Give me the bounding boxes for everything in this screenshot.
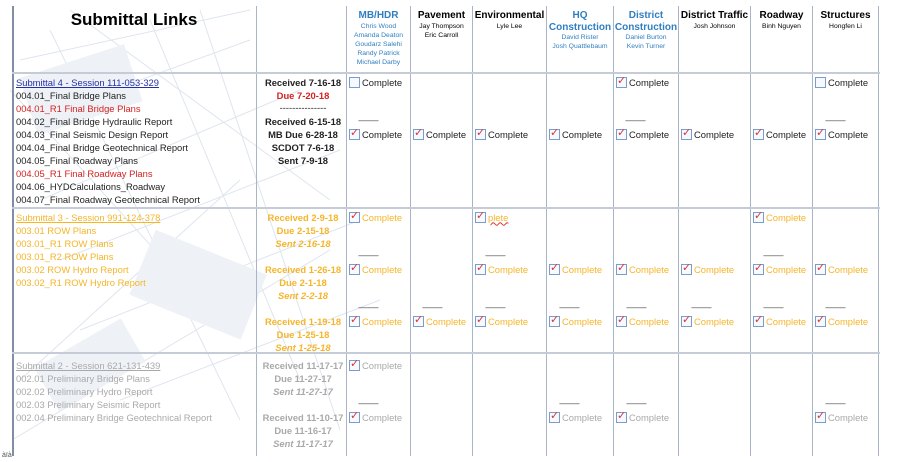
dash-separator: ------------	[559, 399, 579, 408]
checkbox-label: Complete	[629, 128, 670, 140]
complete-checkbox[interactable]	[681, 262, 734, 276]
checkbox-checked-icon[interactable]	[815, 316, 826, 327]
dash-separator: ------------	[626, 303, 646, 312]
submittal-item: 004.01_Final Bridge Plans	[16, 90, 126, 101]
status-text: Received 11-17-17	[262, 360, 344, 371]
checkbox-label: Complete	[766, 263, 807, 275]
checkbox-checked-icon[interactable]	[475, 264, 486, 275]
column-header-mb-hdr	[347, 10, 410, 67]
submittal-item: 004.02_Final Bridge Hydraulic Report	[16, 116, 173, 127]
checkbox-checked-icon[interactable]	[549, 264, 560, 275]
submittal-item: 004.01_R1 Final Bridge Plans	[16, 103, 141, 114]
submittal-item: 004.04_Final Bridge Geotechnical Report	[16, 142, 188, 153]
reviewer-name: Daniel Burton	[625, 34, 667, 41]
checkbox-label: Complete	[694, 128, 735, 140]
column-header-environmental	[473, 10, 546, 31]
checkbox-checked-icon[interactable]	[616, 264, 627, 275]
status-text: Received 2-9-18	[267, 212, 339, 223]
status-text: Due 11-27-17	[274, 373, 332, 384]
checkbox-checked-icon[interactable]	[616, 412, 627, 423]
submittal-4-link[interactable]: Submittal 4 - Session 111-053-329	[16, 77, 159, 88]
complete-checkbox[interactable]	[753, 314, 806, 328]
reviewer-name: Hongfen Li	[829, 22, 862, 30]
column-header-district-traffic	[679, 10, 750, 31]
checkbox-label: Complete	[562, 315, 603, 327]
complete-checkbox[interactable]	[549, 410, 602, 424]
checkbox-label: Complete	[828, 263, 869, 275]
status-text: Sent 7-9-18	[277, 155, 329, 166]
submittal-2-link[interactable]: Submittal 2 - Session 621-131-439	[16, 360, 161, 371]
checkbox-checked-icon[interactable]	[349, 212, 360, 223]
column-header-pavement	[411, 10, 472, 40]
status-text: Due 7-20-18	[276, 90, 330, 101]
complete-checkbox[interactable]	[815, 127, 868, 141]
complete-checkbox[interactable]	[815, 262, 868, 276]
complete-checkbox[interactable]	[413, 314, 466, 328]
checkbox-checked-icon[interactable]	[616, 129, 627, 140]
checkbox-label: Complete	[694, 263, 735, 275]
column-title-line: Construction	[614, 21, 678, 33]
complete-checkbox[interactable]	[349, 75, 402, 89]
submittal-item: 003.02 ROW Hydro Report	[16, 264, 129, 275]
complete-checkbox[interactable]	[616, 75, 669, 89]
complete-checkbox[interactable]	[349, 314, 402, 328]
status-separator: ---------------	[279, 102, 327, 113]
checkbox-checked-icon[interactable]	[349, 360, 360, 371]
complete-checkbox[interactable]	[681, 314, 734, 328]
complete-checkbox[interactable]	[349, 410, 402, 424]
checkbox-label: Complete	[828, 315, 869, 327]
status-text: Sent 2-16-18	[275, 238, 331, 249]
checkbox-checked-icon[interactable]	[681, 316, 692, 327]
checkbox-checked-icon[interactable]	[475, 212, 486, 223]
checkbox-label: Complete	[694, 315, 735, 327]
checkbox-label: Complete	[766, 315, 807, 327]
complete-checkbox[interactable]	[681, 127, 734, 141]
status-text: Received 6-15-18	[264, 116, 342, 127]
checkbox-label: Complete	[488, 263, 529, 275]
checkbox-label: Complete	[362, 411, 403, 423]
complete-checkbox[interactable]	[549, 314, 602, 328]
checkbox-label: Complete	[426, 128, 467, 140]
column-header-hq-construction	[547, 10, 613, 51]
submittal-item: 003.01_R1 ROW Plans	[16, 238, 114, 249]
column-title-line: Construction	[548, 21, 612, 33]
checkbox-label: Complete	[629, 315, 670, 327]
status-text: Sent 1-25-18	[275, 342, 331, 353]
checkbox-label: Complete	[629, 76, 670, 88]
checkbox-checked-icon[interactable]	[616, 316, 627, 327]
checkbox-checked-icon[interactable]	[349, 412, 360, 423]
checkbox-label: Complete	[766, 128, 807, 140]
complete-checkbox[interactable]	[549, 127, 602, 141]
checkbox-label: Complete	[562, 411, 603, 423]
checkbox-checked-icon[interactable]	[549, 316, 560, 327]
checkbox-label: Complete	[629, 411, 670, 423]
checkbox-icon[interactable]	[349, 77, 360, 88]
checkbox-label: Complete	[362, 76, 403, 88]
column-title: Environmental	[474, 10, 545, 21]
status-text: Sent 11-27-17	[273, 386, 333, 397]
complete-checkbox[interactable]	[349, 262, 402, 276]
complete-checkbox[interactable]	[815, 75, 868, 89]
column-header-structures	[813, 10, 878, 31]
checkbox-label: Complete	[362, 211, 403, 223]
column-title: Roadway	[759, 10, 804, 21]
complete-checkbox[interactable]	[349, 210, 402, 224]
footer-text: àïà	[2, 452, 12, 459]
checkbox-checked-icon[interactable]	[549, 412, 560, 423]
dash-separator: ------------	[763, 251, 783, 260]
complete-checkbox[interactable]	[475, 262, 528, 276]
complete-checkbox[interactable]	[815, 410, 868, 424]
column-header-district-construction	[614, 10, 678, 51]
checkbox-checked-icon[interactable]	[753, 129, 764, 140]
submittal-item: 002.04 Preliminary Bridge Geotechnical Report	[16, 412, 212, 423]
checkbox-label: Complete	[362, 128, 403, 140]
complete-checkbox[interactable]	[475, 314, 528, 328]
complete-checkbox[interactable]	[349, 127, 402, 141]
column-title: Pavement	[417, 10, 466, 21]
submittal-item: 004.07_Final Roadway Geotechnical Report	[16, 194, 200, 205]
complete-checkbox[interactable]	[349, 358, 402, 372]
checkbox-checked-icon[interactable]	[753, 264, 764, 275]
checkbox-label: Complete	[828, 128, 869, 140]
checkbox-label: Complete	[488, 128, 529, 140]
checkbox-label: Complete	[362, 315, 403, 327]
checkbox-label: Complete	[362, 263, 403, 275]
checkbox-icon[interactable]	[815, 77, 826, 88]
column-title-line: District	[628, 10, 664, 21]
dash-separator: ------------	[691, 303, 711, 312]
complete-checkbox[interactable]	[413, 127, 466, 141]
complete-checkbox[interactable]	[616, 262, 669, 276]
reviewer-name: Josh Johnson	[693, 22, 736, 30]
checkbox-checked-icon[interactable]	[349, 129, 360, 140]
checkbox-label: Complete	[828, 76, 869, 88]
checkbox-checked-icon[interactable]	[681, 129, 692, 140]
checkbox-label: Complete	[629, 263, 670, 275]
submittal-item: 003.01 ROW Plans	[16, 225, 97, 236]
submittal-item: 003.02_R1 ROW Hydro Report	[16, 277, 146, 288]
reviewer-name: Josh Quattlebaum	[552, 43, 608, 51]
checkbox-checked-icon[interactable]	[753, 316, 764, 327]
page-title: Submittal Links	[70, 10, 198, 29]
dash-separator: ------------	[825, 303, 845, 312]
dash-separator: ------------	[825, 116, 845, 125]
dash-separator: ------------	[763, 303, 783, 312]
dash-separator: ------------	[485, 251, 505, 260]
checkbox-label: plete	[488, 211, 509, 223]
status-text: Due 2-1-18	[279, 277, 327, 288]
dash-separator: ------------	[358, 116, 378, 125]
reviewer-name: David Rister	[561, 34, 599, 41]
dash-separator: ------------	[358, 251, 378, 260]
status-text: Received 1-19-18	[264, 316, 342, 327]
reviewer-name: Randy Patrick	[357, 50, 400, 58]
reviewer-name: Michael Darby	[356, 59, 401, 67]
complete-checkbox[interactable]	[753, 210, 806, 224]
complete-checkbox[interactable]	[753, 262, 806, 276]
submittal-item: 004.05_Final Roadway Plans	[16, 155, 138, 166]
complete-checkbox[interactable]	[549, 262, 602, 276]
reviewer-name: Kevin Turner	[626, 43, 666, 51]
submittal-item: 004.06_HYDCalculations_Roadway	[16, 181, 166, 192]
checkbox-checked-icon[interactable]	[815, 412, 826, 423]
status-text: Sent 11-17-17	[273, 438, 333, 449]
checkbox-label: Complete	[562, 128, 603, 140]
dash-separator: ------------	[358, 399, 378, 408]
status-text: MB Due 6-28-18	[268, 129, 338, 140]
submittal-item: 003.01_R2 ROW Plans	[16, 251, 114, 262]
submittal-item: 002.02 Preliminary Hydro Report	[16, 386, 153, 397]
dash-separator: ------------	[626, 399, 646, 408]
status-text: Sent 2-2-18	[277, 290, 329, 301]
reviewer-name: Lyle Lee	[496, 22, 523, 30]
status-text: Due 2-15-18	[276, 225, 330, 236]
column-header-roadway	[751, 10, 812, 31]
checkbox-checked-icon[interactable]	[549, 129, 560, 140]
status-text: Received 11-10-17	[262, 412, 344, 423]
reviewer-name: Goudarz Salehi	[355, 40, 402, 48]
column-title: District Traffic	[680, 10, 749, 21]
checkbox-label: Complete	[488, 315, 529, 327]
reviewer-name: Eric Carroll	[424, 31, 459, 39]
checkbox-checked-icon[interactable]	[616, 77, 627, 88]
dash-separator: ------------	[825, 399, 845, 408]
complete-checkbox[interactable]	[475, 127, 528, 141]
column-title: MB/HDR	[358, 10, 399, 21]
checkbox-checked-icon[interactable]	[349, 316, 360, 327]
complete-checkbox[interactable]	[475, 210, 508, 224]
complete-checkbox[interactable]	[616, 314, 669, 328]
complete-checkbox[interactable]	[815, 314, 868, 328]
dash-separator: ------------	[625, 116, 645, 125]
checkbox-checked-icon[interactable]	[413, 129, 424, 140]
status-text: Received 7-16-18	[264, 77, 342, 88]
checkbox-checked-icon[interactable]	[753, 212, 764, 223]
grid-line	[12, 207, 880, 209]
checkbox-checked-icon[interactable]	[681, 264, 692, 275]
reviewer-name: Jay Thompson	[419, 22, 464, 30]
dash-separator: ------------	[422, 303, 442, 312]
checkbox-checked-icon[interactable]	[475, 316, 486, 327]
complete-checkbox[interactable]	[753, 127, 806, 141]
submittal-3-link[interactable]: Submittal 3 - Session 991-124-378	[16, 212, 161, 223]
status-text: SCDOT 7-6-18	[271, 142, 335, 153]
complete-checkbox[interactable]	[616, 127, 669, 141]
submittal-item: 004.03_Final Seismic Design Report	[16, 129, 169, 140]
checkbox-label: Complete	[562, 263, 603, 275]
status-text: Due 11-16-17	[274, 425, 332, 436]
status-text: Received 1-26-18	[264, 264, 342, 275]
grid-line	[12, 352, 880, 354]
submittal-item: 002.01 Preliminary Bridge Plans	[16, 373, 150, 384]
column-title-line: HQ	[572, 10, 588, 21]
reviewer-name: Chris Wood	[360, 22, 397, 30]
reviewer-name: Binh Nguyen	[762, 22, 801, 30]
dash-separator: ------------	[358, 303, 378, 312]
dash-separator: ------------	[559, 303, 579, 312]
checkbox-checked-icon[interactable]	[475, 129, 486, 140]
checkbox-checked-icon[interactable]	[349, 264, 360, 275]
checkbox-checked-icon[interactable]	[815, 129, 826, 140]
submittal-item: 004.05_R1 Final Roadway Plans	[16, 168, 153, 179]
checkbox-label: Complete	[362, 359, 403, 371]
submittal-item: 002.03 Preliminary Seismic Report	[16, 399, 161, 410]
reviewer-name: Amanda Deaton	[353, 31, 404, 39]
checkbox-label: Complete	[766, 211, 807, 223]
complete-checkbox[interactable]	[616, 410, 669, 424]
grid-line	[12, 72, 880, 74]
checkbox-checked-icon[interactable]	[815, 264, 826, 275]
status-text: Due 1-25-18	[276, 329, 330, 340]
checkbox-checked-icon[interactable]	[413, 316, 424, 327]
checkbox-label: Complete	[828, 411, 869, 423]
column-title: Structures	[820, 10, 871, 21]
checkbox-label: Complete	[426, 315, 467, 327]
dash-separator: ------------	[485, 303, 505, 312]
